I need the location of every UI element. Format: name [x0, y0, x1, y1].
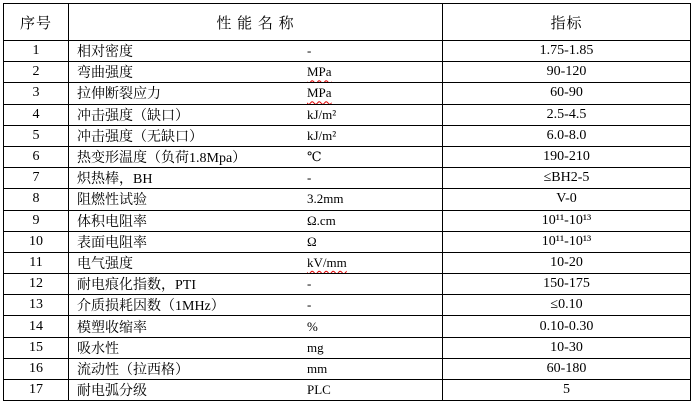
name-cell	[69, 252, 443, 273]
unit-label: -	[307, 43, 312, 59]
property-name: 耐电弧分级	[77, 384, 147, 400]
property-name: 模塑收缩率	[77, 320, 147, 336]
serial-cell: 2	[4, 62, 69, 83]
serial-cell: 3	[4, 83, 69, 104]
table-row	[4, 146, 691, 167]
table-row	[4, 274, 691, 295]
header-row	[4, 4, 691, 41]
unit-label: ℃	[307, 149, 322, 165]
name-cell	[69, 337, 443, 358]
serial-cell: 17	[4, 380, 69, 401]
property-name: 吸水性	[77, 341, 119, 357]
property-name: 热变形温度（负荷1.8Mpa）	[77, 151, 247, 167]
name-cell	[69, 62, 443, 83]
unit-label: Ω	[307, 233, 317, 249]
value-cell: 0.10-0.30	[443, 316, 691, 337]
value-cell: 60-180	[443, 358, 691, 379]
value-cell: 1.75-1.85	[443, 41, 691, 62]
name-cell	[69, 316, 443, 337]
property-name: 介质损耗因数（1MHz）	[77, 299, 225, 315]
serial-cell: 15	[4, 337, 69, 358]
property-name: 表面电阻率	[77, 235, 147, 251]
value-cell: V-0	[443, 189, 691, 210]
value-cell: 60-90	[443, 83, 691, 104]
property-name: 弯曲强度	[77, 66, 133, 82]
spec-table	[3, 3, 691, 401]
name-cell	[69, 358, 443, 379]
header-value: 指标	[443, 4, 691, 41]
value-cell: 10¹¹-10¹³	[443, 231, 691, 252]
name-cell	[69, 380, 443, 401]
value-cell: ≤BH2-5	[443, 168, 691, 189]
unit-label: mm	[307, 360, 328, 376]
value-cell: 150-175	[443, 274, 691, 295]
name-cell	[69, 231, 443, 252]
unit-label: Ω.cm	[307, 212, 336, 228]
value-cell: 10-20	[443, 252, 691, 273]
name-cell	[69, 168, 443, 189]
table-row	[4, 316, 691, 337]
unit-label: 3.2mm	[307, 191, 344, 207]
header-property-name: 性 能 名 称	[69, 4, 443, 41]
serial-cell: 1	[4, 41, 69, 62]
name-cell	[69, 295, 443, 316]
unit-label: mg	[307, 339, 324, 355]
table-row	[4, 104, 691, 125]
value-cell: 2.5-4.5	[443, 104, 691, 125]
property-name: 体积电阻率	[77, 214, 147, 230]
serial-cell: 10	[4, 231, 69, 252]
name-cell	[69, 104, 443, 125]
value-cell: ≤0.10	[443, 295, 691, 316]
table-row	[4, 83, 691, 104]
serial-cell: 8	[4, 189, 69, 210]
name-cell	[69, 146, 443, 167]
table-row	[4, 380, 691, 401]
property-name: 相对密度	[77, 45, 133, 61]
name-cell	[69, 210, 443, 231]
property-name: 耐电痕化指数，PTI	[77, 278, 196, 294]
table-row	[4, 210, 691, 231]
value-cell: 6.0-8.0	[443, 125, 691, 146]
value-cell: 10¹¹-10¹³	[443, 210, 691, 231]
property-name: 流动性（拉西格）	[77, 362, 189, 378]
property-name: 拉伸断裂应力	[77, 87, 161, 103]
property-name: 炽热棒，BH	[77, 172, 153, 188]
table-row	[4, 337, 691, 358]
serial-cell: 6	[4, 146, 69, 167]
name-cell	[69, 41, 443, 62]
unit-label: MPa	[307, 85, 332, 101]
table-row	[4, 62, 691, 83]
unit-label: -	[307, 297, 312, 313]
unit-label: -	[307, 170, 312, 186]
value-cell: 190-210	[443, 146, 691, 167]
name-cell	[69, 125, 443, 146]
table-row	[4, 295, 691, 316]
table-row	[4, 125, 691, 146]
serial-cell: 14	[4, 316, 69, 337]
unit-label: MPa	[307, 64, 332, 80]
unit-label: PLC	[307, 382, 331, 398]
table-row	[4, 189, 691, 210]
serial-cell: 9	[4, 210, 69, 231]
table-row	[4, 358, 691, 379]
table-row	[4, 41, 691, 62]
name-cell	[69, 274, 443, 295]
property-name: 电气强度	[77, 256, 133, 272]
property-name: 冲击强度（缺口）	[77, 108, 189, 124]
table-row	[4, 252, 691, 273]
value-cell: 10-30	[443, 337, 691, 358]
name-cell	[69, 83, 443, 104]
serial-cell: 11	[4, 252, 69, 273]
value-cell: 5	[443, 380, 691, 401]
header-serial: 序号	[4, 4, 69, 41]
serial-cell: 16	[4, 358, 69, 379]
unit-label: kJ/m²	[307, 106, 337, 122]
unit-label: %	[307, 318, 318, 334]
serial-cell: 4	[4, 104, 69, 125]
table-header	[4, 4, 691, 41]
serial-cell: 12	[4, 274, 69, 295]
unit-label: kV/mm	[307, 254, 347, 270]
serial-cell: 7	[4, 168, 69, 189]
name-cell	[69, 189, 443, 210]
unit-label: -	[307, 276, 312, 292]
serial-cell: 5	[4, 125, 69, 146]
property-name: 阻燃性试验	[77, 193, 147, 209]
table-row	[4, 231, 691, 252]
unit-label: kJ/m²	[307, 127, 337, 143]
property-name: 冲击强度（无缺口）	[77, 129, 203, 145]
table-body	[4, 41, 691, 401]
value-cell: 90-120	[443, 62, 691, 83]
serial-cell: 13	[4, 295, 69, 316]
table-row	[4, 168, 691, 189]
